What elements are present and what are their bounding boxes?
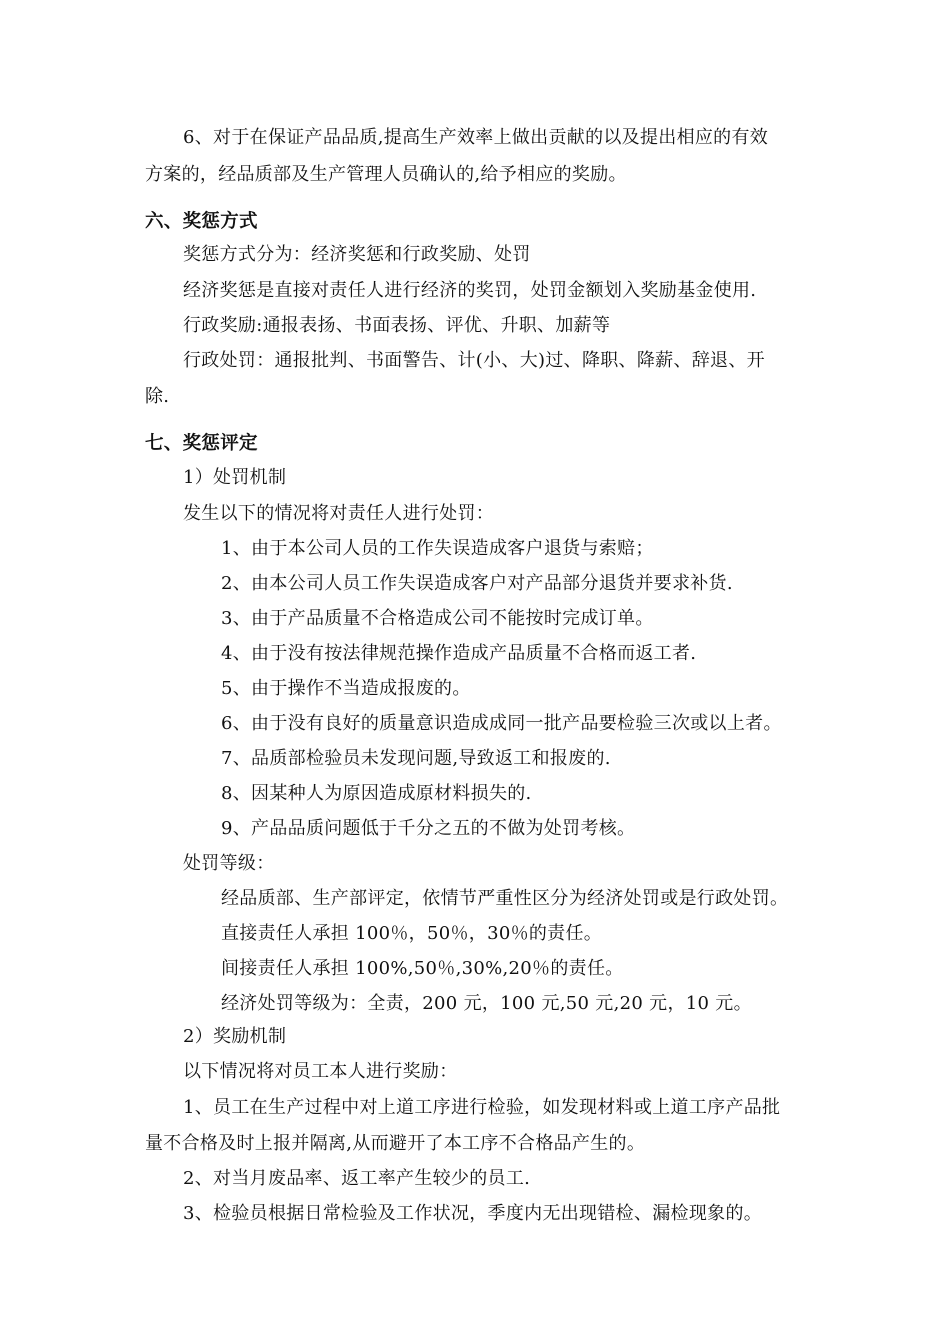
section-7-title: 七、奖惩评定 <box>145 433 258 454</box>
punish-item: 5、由于操作不当造成报废的。 <box>221 678 471 699</box>
punish-item: 1、由于本公司人员的工作失误造成客户退货与索赔； <box>221 538 654 559</box>
punish-item: 2、由本公司人员工作失误造成客户对产品部分退货并要求补货. <box>221 573 733 594</box>
punish-item: 3、由于产品质量不合格造成公司不能按时完成订单。 <box>221 608 654 629</box>
reward-intro: 以下情况将对员工本人进行奖励： <box>183 1061 458 1082</box>
punish-item: 8、因某种人为原因造成原材料损失的. <box>221 783 532 804</box>
punish-intro: 发生以下的情况将对责任人进行处罚： <box>183 503 495 524</box>
section-6-line-2: 经济奖惩是直接对责任人进行经济的奖罚，处罚金额划入奖励基金使用. <box>183 280 757 301</box>
punish-item: 7、品质部检验员未发现问题,导致返工和报废的. <box>221 748 611 769</box>
section-6-line-3: 行政奖励:通报表扬、书面表扬、评优、升职、加薪等 <box>183 315 611 336</box>
punish-item: 6、由于没有良好的质量意识造成成同一批产品要检验三次或以上者。 <box>221 713 782 734</box>
reward-item-2: 2、对当月废品率、返工率产生较少的员工. <box>183 1168 531 1189</box>
punish-item: 4、由于没有按法律规范操作造成产品质量不合格而返工者. <box>221 643 697 664</box>
paragraph-6-line-2: 方案的，经品质部及生产管理人员确认的,给予相应的奖励。 <box>145 164 627 185</box>
section-6-title: 六、奖惩方式 <box>145 211 258 232</box>
section-6-line-1: 奖惩方式分为：经济奖惩和行政奖励、处罚 <box>183 244 531 265</box>
reward-item-1-line-2: 量不合格及时上报并隔离,从而避开了本工序不合格品产生的。 <box>145 1133 646 1154</box>
reward-item-1-line-1: 1、员工在生产过程中对上道工序进行检验，如发现材料或上道工序产品批 <box>183 1097 781 1118</box>
section-6-line-4a: 行政处罚：通报批判、书面警告、计(小、大)过、降职、降薪、辞退、开 <box>183 350 765 371</box>
punish-item: 9、产品品质问题低于千分之五的不做为处罚考核。 <box>221 818 636 839</box>
section-6-line-4b: 除. <box>145 386 170 407</box>
reward-heading: 2）奖励机制 <box>183 1026 287 1047</box>
grade-item: 经济处罚等级为：全责，200 元，100 元,50 元,20 元，10 元。 <box>221 993 752 1014</box>
punish-heading: 1）处罚机制 <box>183 467 287 488</box>
paragraph-6-line-1: 6、对于在保证产品品质,提高生产效率上做出贡献的以及提出相应的有效 <box>183 127 769 148</box>
grade-item: 直接责任人承担 100％，50％，30％的责任。 <box>221 923 603 944</box>
grade-item: 经品质部、生产部评定，依情节严重性区分为经济处罚或是行政处罚。 <box>221 888 789 909</box>
grade-heading: 处罚等级： <box>183 853 275 874</box>
grade-item: 间接责任人承担 100%,50％,30%,20％的责任。 <box>221 958 624 979</box>
reward-item-3: 3、检验员根据日常检验及工作状况，季度内无出现错检、漏检现象的。 <box>183 1203 763 1224</box>
